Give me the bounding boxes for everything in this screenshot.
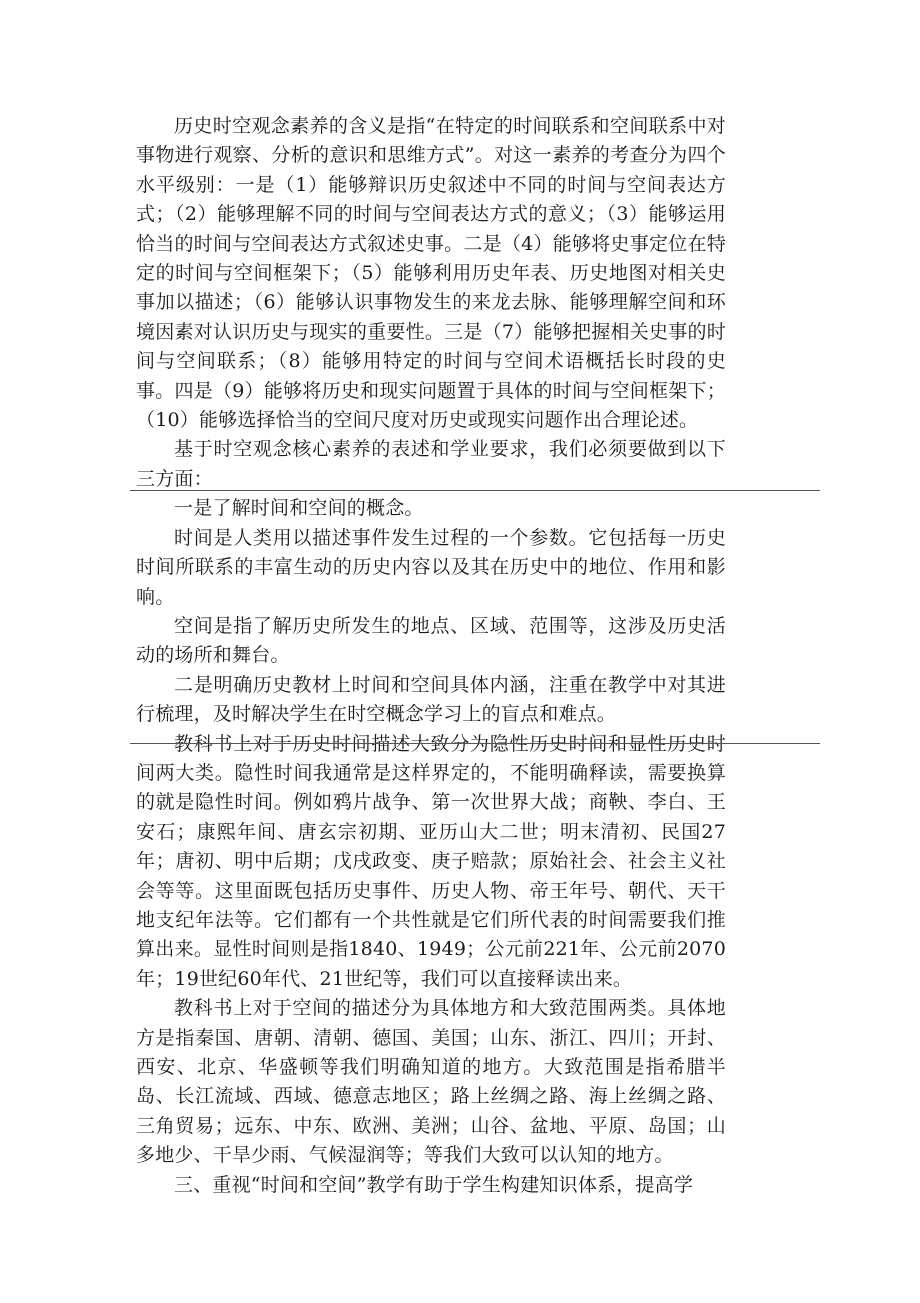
paragraph-point-three-heading: 三、重视“时间和空间”教学有助于学生构建知识体系，提高学: [174, 1173, 694, 1196]
horizontal-rule: [130, 743, 820, 744]
paragraph-time-definition: 时间是人类用以描述事件发生过程的一个参数。它包括每一历史时间所联系的丰富生动的历史内容以及其在历史中的地位、作用和影响。: [136, 526, 726, 608]
body-text: [136, 112, 726, 1200]
paragraph-space-definition: 空间是指了解历史所发生的地点、区域、范围等，这涉及历史活动的场所和舞台。: [136, 614, 726, 667]
paragraph-three-aspects-intro: 基于时空观念核心素养的表述和学业要求，我们必须要做到以下三方面：: [136, 438, 726, 490]
paragraph-textbook-space: 教科书上对于空间的描述分为具体地方和大致范围两类。具体地方是指秦国、唐朝、清朝、德国、美国；山东、浙江、四川；开封、西安、北京、华盛顿等我们明确知道的地方。大致范围是指希腊半岛、长江流域、西域、德意志地区；路上丝绸之路、海上丝绸之路、三角贸易；远东、中东、欧洲、美洲；山谷、盆地、平原、岛国；山多地少、干旱少雨、气候湿润等；等我们大致可以认知的地方。: [136, 997, 726, 1167]
paragraph-literacy-definition: 历史时空观念素养的含义是指“在特定的时间联系和空间联系中对事物进行观察、分析的意识和思维方式”。对这一素养的考查分为四个水平级别：一是（1）能够辩识历史叙述中不同的时间与空间表达方式；（2）能够理解不同的时间与空间表达方式的意义；（3）能够运用恰当的时间与空间表达方式叙述史事。二是（4）能够将史事定位在特定的时间与空间框架下；（5）能够利用历史年表、历史地图对相关史事加以描述；（6）能够认识事物发生的来龙去脉、能够理解空间和环境因素对认识历史与现实的重要性。三是（7）能够把握相关史事的时间与空间联系；（8）能够用特定的时间与空间术语概括长时段的史事。四是（9）能够将历史和现实问题置于具体的时间与空间框架下；（10）能够选择恰当的空间尺度对历史或现实问题作出合理论述。: [136, 115, 726, 432]
paragraph-point-one-heading: 一是了解时间和空间的概念。: [174, 497, 424, 520]
horizontal-rule: [130, 490, 820, 491]
paragraph-textbook-time: 教科书上对于历史时间描述大致分为隐性历史时间和显性历史时间两大类。隐性时间我通常是这样界定的，不能明确释读，需要换算的就是隐性时间。例如鸦片战争、第一次世界大战；商鞅、李白、王安石；康熙年间、唐玄宗初期、亚历山大二世；明末清初、民国27年；唐初、明中后期；戊戌政变、庚子赔款；原始社会、社会主义社会等等。这里面既包括历史事件、历史人物、帝王年号、朝代、天干地支纪年法等。它们都有一个共性就是它们所代表的时间需要我们推算出来。显性时间则是指1840、1949；公元前221年、公元前2070年；19世纪60年代、21世纪等，我们可以直接释读出来。: [136, 732, 726, 990]
paragraph-point-two-heading: 二是明确历史教材上时间和空间具体内涵，注重在教学中对其进行梳理，及时解决学生在时空概念学习上的盲点和难点。: [136, 673, 726, 726]
